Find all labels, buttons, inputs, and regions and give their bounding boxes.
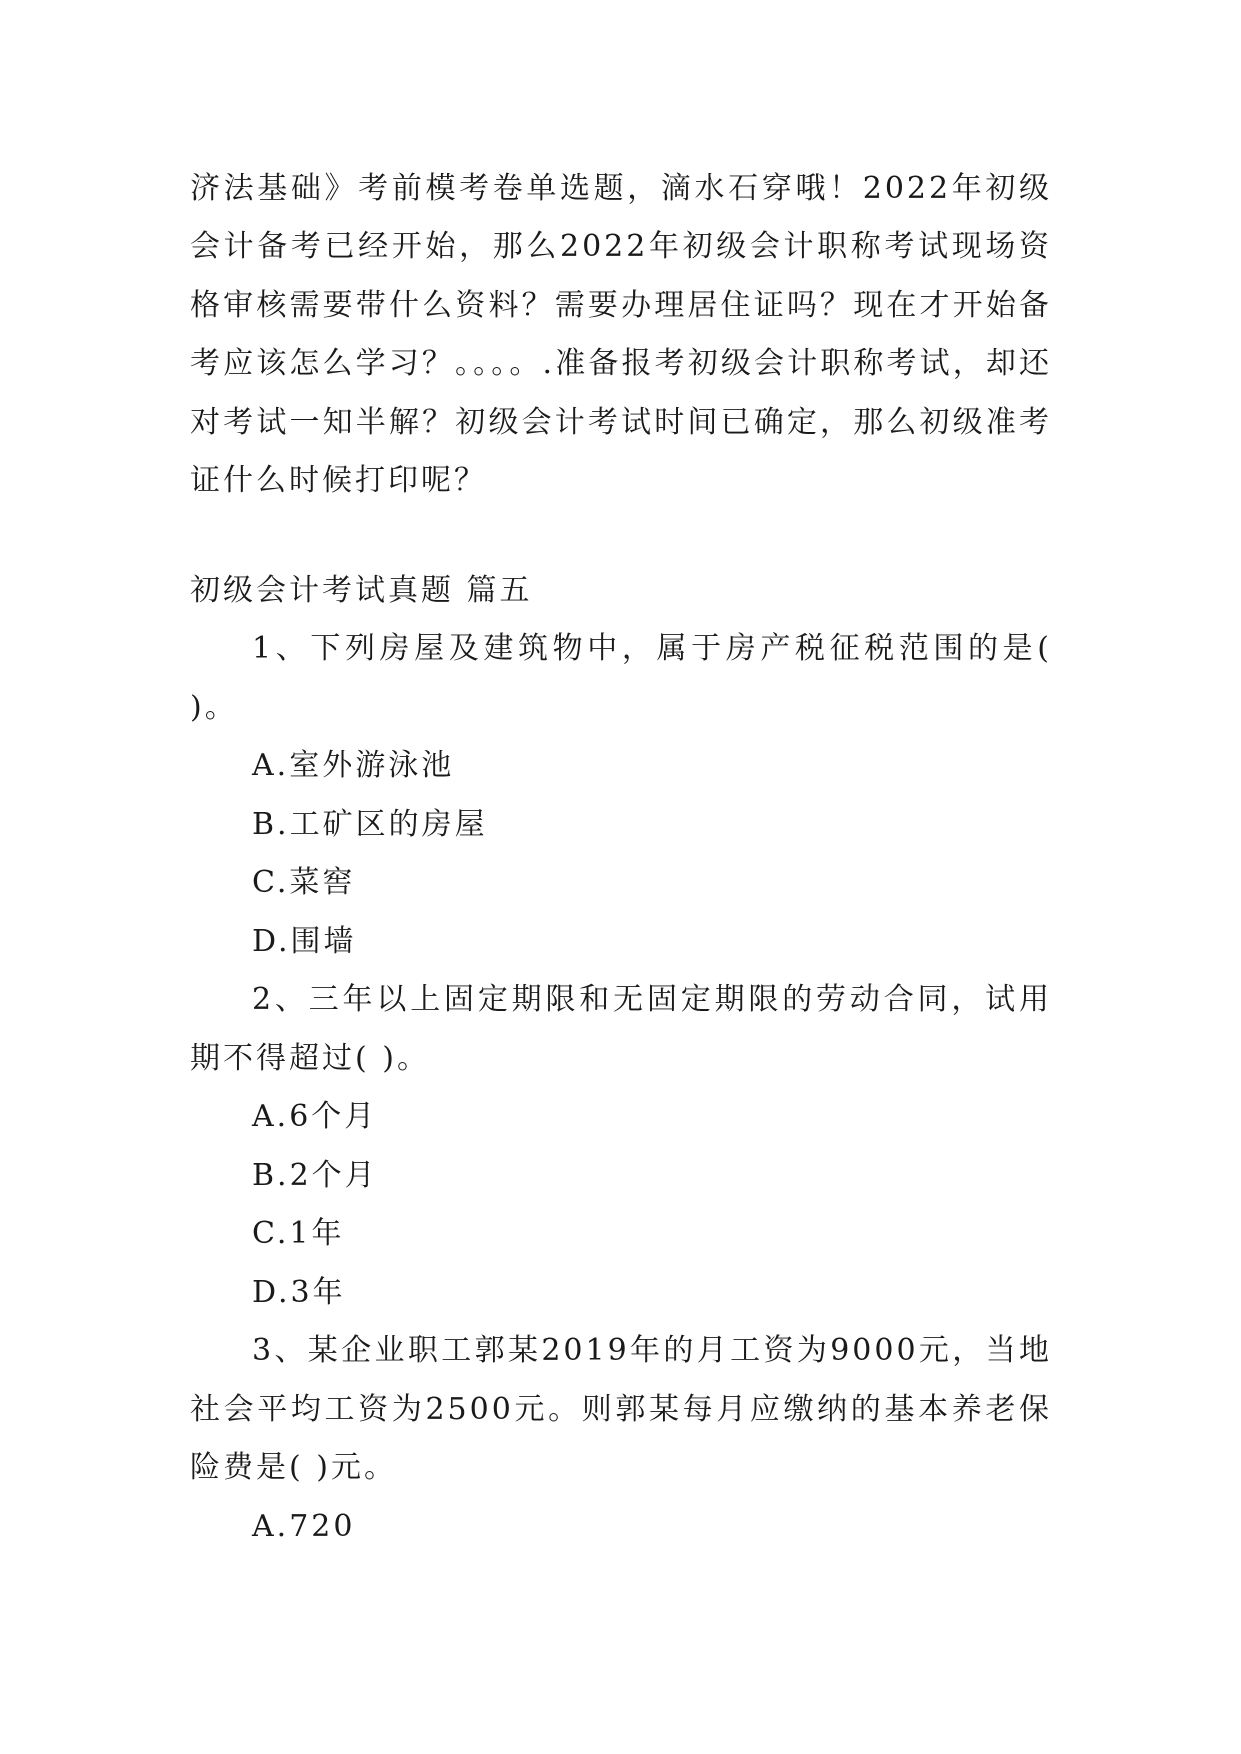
option-c: C.菜窖 xyxy=(252,865,356,900)
option-a: A.室外游泳池 xyxy=(252,748,455,783)
question-1 xyxy=(190,620,1052,971)
question-2 xyxy=(190,971,1052,1322)
option-a: A.720 xyxy=(252,1508,356,1544)
option-d: D.围墙 xyxy=(252,923,357,959)
section-title: 初级会计考试真题 篇五 xyxy=(190,573,533,608)
option-b: B.2个月 xyxy=(252,1157,378,1193)
intro-paragraph: 济法基础》考前模考卷单选题，滴水石穿哦！2022年初级会计备考已经开始，那么2022年初级会计职称考试现场资格审核需要带什么资料？需要办理居住证吗？现在才开始备考应该怎么学习？。。。。.准备报考初级会计职称考试，却还对考试一知半解？初级会计考试时间已确定，那么初级准考证什么时候打印呢？ xyxy=(190,171,1052,499)
option-a: A.6个月 xyxy=(252,1099,378,1134)
question-stem: 2、三年以上固定期限和无固定期限的劳动合同，试用期不得超过( )。 xyxy=(190,982,1052,1076)
option-b: B.工矿区的房屋 xyxy=(252,806,488,842)
question-list xyxy=(190,620,1052,1556)
option-d: D.3年 xyxy=(252,1274,346,1310)
question-3 xyxy=(190,1322,1052,1556)
option-c: C.1年 xyxy=(252,1216,345,1251)
document-content xyxy=(190,160,1052,1544)
question-stem: 3、某企业职工郭某2019年的月工资为9000元，当地社会平均工资为2500元。则郭某每月应缴纳的基本养老保险费是( )元。 xyxy=(190,1333,1052,1485)
question-stem: 1、下列房屋及建筑物中，属于房产税征税范围的是( )。 xyxy=(190,631,1052,725)
